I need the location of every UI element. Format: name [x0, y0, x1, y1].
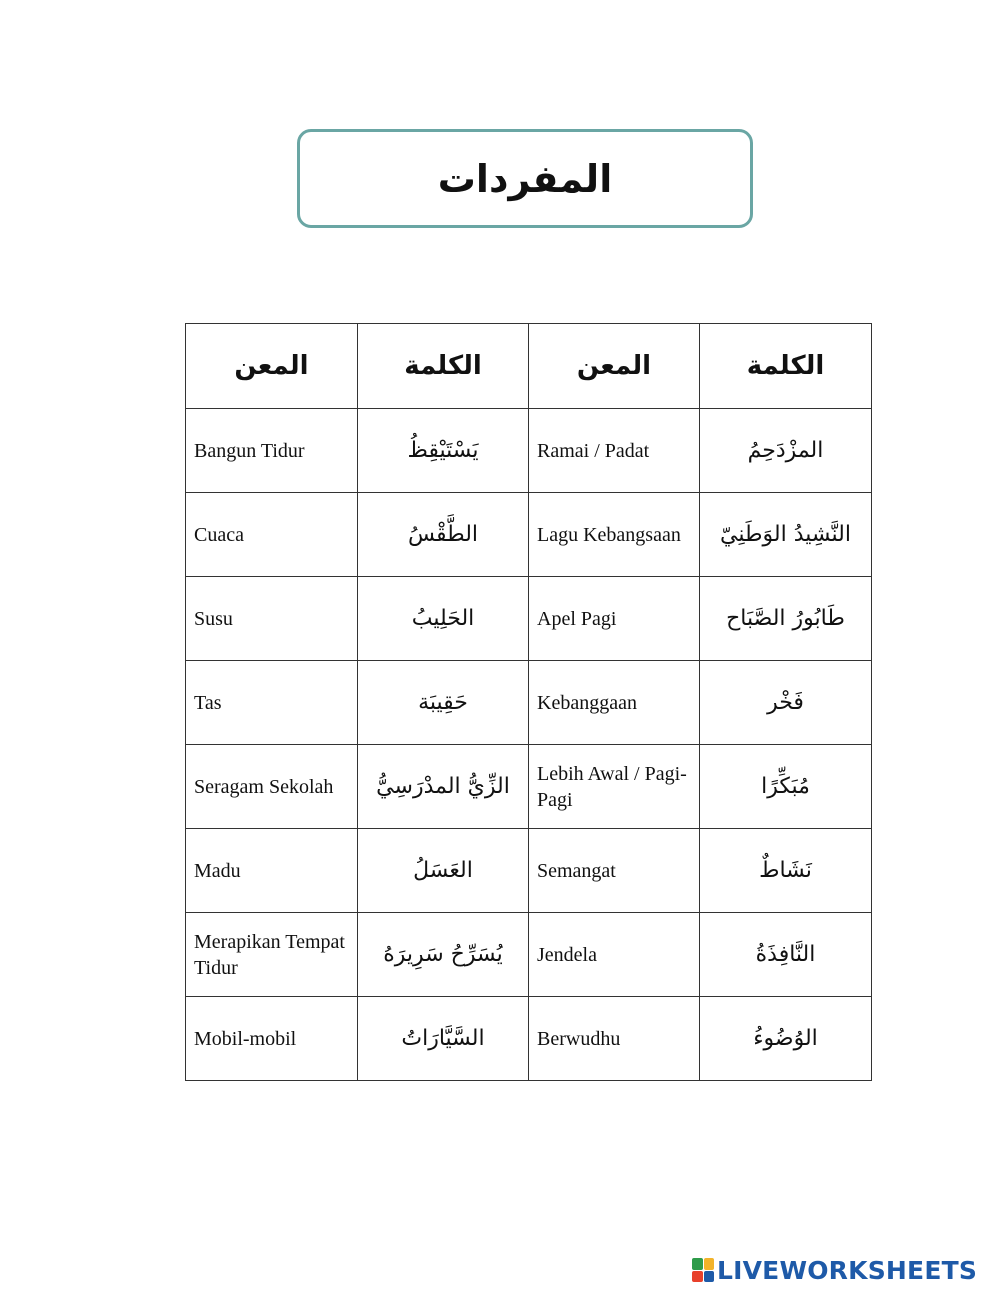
table-row [186, 913, 872, 997]
logo-text: LIVEWORKSHEETS [717, 1255, 978, 1285]
logo-square-red [692, 1271, 703, 1283]
cell-meaning-left: Tas [186, 661, 358, 745]
liveworksheets-logo-icon [692, 1258, 714, 1282]
table-row [186, 577, 872, 661]
header-meaning-right: المعن [529, 324, 700, 409]
header-word-left: الكلمة [358, 324, 529, 409]
cell-meaning-left: Cuaca [186, 493, 358, 577]
cell-meaning-right: Ramai / Padat [529, 409, 700, 493]
cell-word-left: الطَّقْسُ [358, 493, 529, 577]
liveworksheets-logo [692, 1255, 977, 1285]
page-title: المفردات [437, 156, 613, 201]
table-header-row [186, 324, 872, 409]
cell-word-right: نَشَاطٌ [700, 829, 872, 913]
cell-word-right: النَّشِيدُ الوَطَنِيّ [700, 493, 872, 577]
table-row [186, 997, 872, 1081]
cell-word-right: مُبَكِّرًا [700, 745, 872, 829]
cell-meaning-left: Merapikan Tempat Tidur [186, 913, 358, 997]
table-row [186, 409, 872, 493]
cell-meaning-right: Lebih Awal / Pagi-Pagi [529, 745, 700, 829]
cell-meaning-right: Apel Pagi [529, 577, 700, 661]
cell-word-left: حَقِيبَة [358, 661, 529, 745]
table-row [186, 745, 872, 829]
cell-word-right: الوُضُوءُ [700, 997, 872, 1081]
cell-word-left: الحَلِيبُ [358, 577, 529, 661]
cell-word-right: النَّافِذَةُ [700, 913, 872, 997]
logo-square-green [692, 1258, 703, 1270]
table-row [186, 493, 872, 577]
logo-square-blue [704, 1271, 715, 1283]
cell-meaning-left: Susu [186, 577, 358, 661]
cell-word-left: الزِّيُّ المدْرَسِيُّ [358, 745, 529, 829]
cell-word-right: فَخْر [700, 661, 872, 745]
header-word-right: الكلمة [700, 324, 872, 409]
cell-meaning-right: Kebanggaan [529, 661, 700, 745]
cell-meaning-right: Berwudhu [529, 997, 700, 1081]
cell-word-left: يُسَرِّحُ سَرِيرَهُ [358, 913, 529, 997]
vocabulary-table [185, 323, 872, 1081]
cell-meaning-left: Madu [186, 829, 358, 913]
cell-word-left: العَسَلُ [358, 829, 529, 913]
table-row [186, 829, 872, 913]
cell-word-left: السَّيَّارَاتُ [358, 997, 529, 1081]
table-row [186, 661, 872, 745]
header-meaning-left: المعن [186, 324, 358, 409]
cell-meaning-right: Jendela [529, 913, 700, 997]
cell-meaning-right: Lagu Kebangsaan [529, 493, 700, 577]
logo-square-yellow [704, 1258, 715, 1270]
cell-meaning-right: Semangat [529, 829, 700, 913]
cell-meaning-left: Bangun Tidur [186, 409, 358, 493]
cell-meaning-left: Mobil-mobil [186, 997, 358, 1081]
cell-word-right: طَابُورُ الصَّبَاح [700, 577, 872, 661]
cell-meaning-left: Seragam Sekolah [186, 745, 358, 829]
title-box [297, 129, 753, 228]
cell-word-right: المزْدَحِمُ [700, 409, 872, 493]
cell-word-left: يَسْتَيْقِظُ [358, 409, 529, 493]
